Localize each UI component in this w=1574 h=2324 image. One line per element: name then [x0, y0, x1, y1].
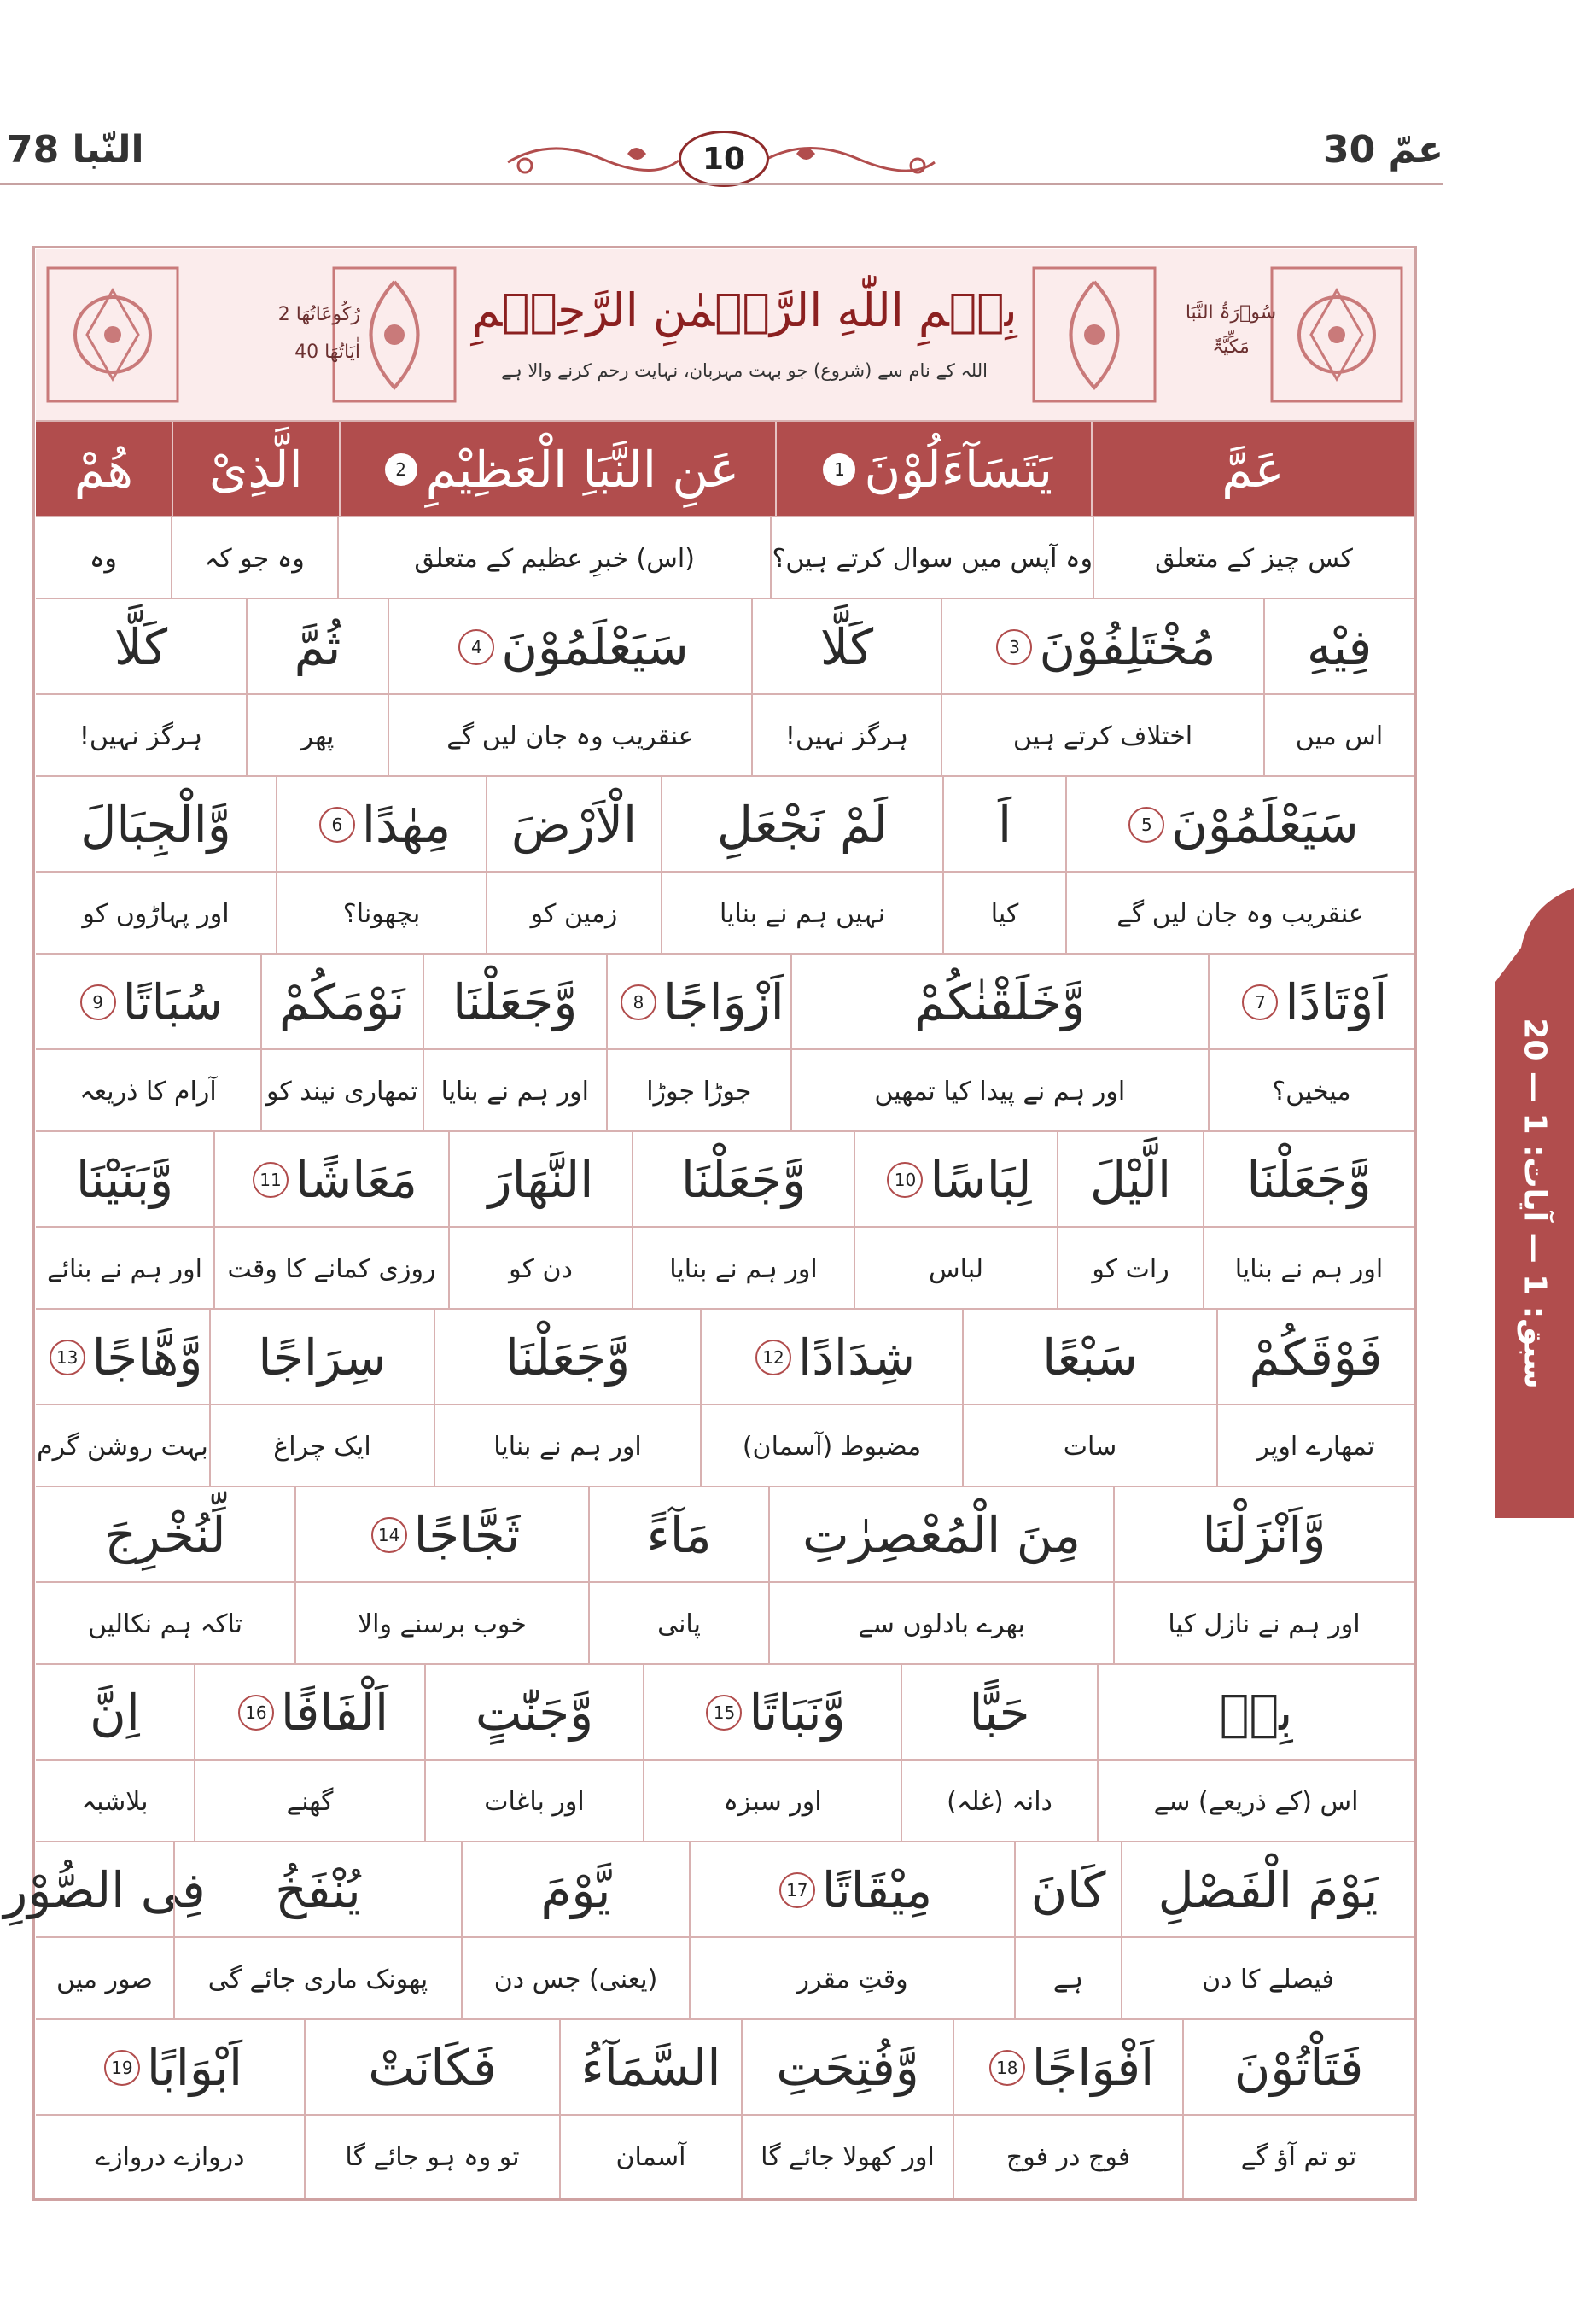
lesson-tab — [1495, 888, 1574, 1518]
arabic-word-cell — [1121, 1842, 1414, 1938]
arabic-word-cell — [461, 1842, 689, 1938]
translation-cell: اور سبزہ — [643, 1761, 901, 1842]
arabic-word-cell — [423, 955, 606, 1050]
translation-row — [36, 1936, 1414, 2020]
arabic-word-cell — [173, 1842, 461, 1938]
ayah-number-badge: 11 — [253, 1162, 289, 1198]
arabic-word: اَوْتَادًا — [1285, 973, 1388, 1031]
translation-cell: بچھونا؟ — [276, 873, 486, 955]
arabic-word: فِيْهِ — [1306, 618, 1373, 676]
ayah-number-badge: 4 — [458, 629, 494, 665]
translation-cell: میخیں؟ — [1208, 1050, 1414, 1132]
arabic-word: سَبْعًا — [1042, 1328, 1138, 1387]
arabic-row — [36, 953, 1414, 1050]
arabic-word-cell — [1182, 2020, 1414, 2116]
arabic-word: مِهٰدًا — [361, 796, 452, 854]
arabic-word-cell — [36, 422, 172, 517]
arabic-word-cell — [276, 777, 486, 873]
arabic-row — [36, 1130, 1414, 1228]
translation-cell: روزی کمانے کا وقت — [213, 1228, 448, 1310]
arabic-word: عَنِ النَّبَاِ الْعَظِيْمِ — [425, 441, 740, 499]
arabic-word: ثَجَّاجًا — [413, 1506, 521, 1564]
arabic-word: يَوْمَ الْفَصْلِ — [1157, 1861, 1379, 1919]
translation-cell: ہے — [1014, 1938, 1121, 2020]
translation-cell: وہ جو کہ — [171, 517, 337, 599]
arabic-word-cell — [751, 599, 941, 695]
arabic-word: وَّخَلَقْنٰكُمْ — [914, 973, 1086, 1031]
arabic-word: مِيْقَاتًا — [821, 1861, 933, 1919]
ayah-number-badge: 5 — [1128, 807, 1164, 843]
ayah-number-badge: 15 — [706, 1695, 742, 1731]
translation-row — [36, 1404, 1414, 1487]
arabic-word: حَبًّا — [969, 1684, 1030, 1742]
translation-cell: ہرگز نہیں! — [79, 721, 203, 751]
arabic-word-cell — [36, 1132, 213, 1228]
arabic-word: فَتَاْتُوْنَ — [1233, 2039, 1364, 2097]
ayah-number-badge: 16 — [238, 1695, 274, 1731]
arabic-word-cell — [953, 2020, 1182, 2116]
header-divider — [0, 183, 1443, 185]
translation-cell: اور ہم نے بنایا — [1203, 1228, 1414, 1310]
translation-cell: تاکہ ہم نکالیں — [87, 1609, 243, 1639]
translation-cell: آرام کا ذریعہ — [79, 1076, 217, 1107]
arabic-word-cell — [700, 1310, 962, 1405]
translation-cell: پانی — [588, 1583, 768, 1665]
arabic-word: يَتَسَآءَلُوْنَ — [864, 441, 1053, 499]
translation-cell: دانہ (غلہ) — [901, 1761, 1097, 1842]
arabic-word-cell — [1065, 777, 1414, 873]
arabic-word: سَيَعْلَمُوْنَ — [501, 618, 689, 676]
translation-cell: کس چیز کے متعلق — [1093, 517, 1414, 599]
arabic-word: النَّهَارَ — [487, 1151, 594, 1209]
arabic-row — [36, 775, 1414, 873]
translation-cell: ایک چراغ — [209, 1405, 434, 1487]
arabic-word: اَبْوَابًا — [146, 2039, 243, 2097]
bismillah-text: بِسۡمِ اللّٰهِ الرَّحۡمٰنِ الرَّحِیۡمِ — [471, 283, 1017, 337]
arabic-word: اَزْوَاجًا — [662, 973, 784, 1031]
translation-cell: اور ہم نے بنایا — [434, 1405, 700, 1487]
arabic-word: الْاَرْضَ — [510, 796, 638, 854]
translation-cell: اور باغات — [424, 1761, 643, 1842]
translation-cell: گھنے — [194, 1761, 424, 1842]
translation-row — [36, 516, 1414, 599]
arabic-word-cell — [424, 1665, 643, 1761]
translation-cell: جوڑا جوڑا — [606, 1050, 790, 1132]
bismillah-banner — [36, 249, 1414, 423]
arabic-word-cell — [194, 1665, 424, 1761]
arabic-word: مِنَ الْمُعْصِرٰتِ — [802, 1506, 1081, 1564]
arabic-word-cell — [36, 1487, 294, 1583]
ayah-number-badge: 9 — [80, 984, 116, 1020]
arabic-word: اَلْفَافًا — [280, 1684, 389, 1742]
arabic-word-cell — [1208, 955, 1414, 1050]
surah-label — [1175, 296, 1286, 365]
ayah-number-badge: 19 — [104, 2050, 140, 2086]
translation-cell: آسمان — [559, 2116, 741, 2198]
translation-row — [36, 1048, 1414, 1132]
arabic-word: سِرَاجًا — [258, 1328, 387, 1387]
translation-cell: عنقریب وہ جان لیں گے — [388, 695, 751, 777]
translation-row — [36, 1759, 1414, 1842]
surah-type: مَکِّیَّۃٌ — [1212, 336, 1250, 358]
ayah-number-badge: 17 — [779, 1872, 815, 1908]
arabic-word-cell — [606, 955, 790, 1050]
ayah-number-badge: 10 — [887, 1162, 923, 1198]
arabic-word-cell — [1091, 422, 1414, 517]
arabic-word: ثُمَّ — [294, 618, 341, 676]
arabic-word-cell — [1113, 1487, 1414, 1583]
translation-cell: ہرگز نہیں! — [751, 695, 941, 777]
arabic-word: يُنْفَخُ — [275, 1861, 361, 1919]
arabic-word-cell — [209, 1310, 434, 1405]
arabic-word: وَّبَنَيْنَا — [75, 1151, 174, 1209]
arabic-word-cell — [1263, 599, 1414, 695]
arabic-word: وَّاَنْزَلْنَا — [1202, 1506, 1326, 1564]
arabic-word: وَّجَعَلْنَا — [504, 1328, 631, 1387]
arabic-word: فَكَانَتْ — [368, 2039, 497, 2097]
translation-cell: دروازے دروازے — [95, 2141, 245, 2172]
translation-cell: پھر — [246, 695, 388, 777]
translation-cell: صور میں — [56, 1964, 153, 1994]
arabic-word: مَآءً — [646, 1506, 712, 1564]
translation-cell: بھرے بادلوں سے — [768, 1583, 1113, 1665]
arabic-row — [36, 420, 1414, 517]
ornament-left-icon — [44, 265, 181, 405]
arabic-word-cell — [448, 1132, 632, 1228]
translation-cell: (اس) خبرِ عظیم کے متعلق — [337, 517, 771, 599]
arabic-word-cell — [1014, 1842, 1121, 1938]
arabic-word: فِى الصُّوْرِ — [3, 1861, 206, 1919]
translation-cell: وہ — [89, 543, 117, 574]
arabic-word: وَّهَّاجًا — [91, 1328, 203, 1387]
arabic-word: كَلَّا — [819, 618, 874, 676]
arabic-word: هُمْ — [73, 441, 133, 499]
arabic-word-cell — [632, 1132, 854, 1228]
arabic-word: وَّجَعَلْنَا — [680, 1151, 807, 1209]
arabic-word-cell — [559, 2020, 741, 2116]
arabic-word: الَّيْلَ — [1089, 1151, 1172, 1209]
translation-cell: نہیں ہم نے بنایا — [661, 873, 942, 955]
arabic-row — [36, 1486, 1414, 1583]
arabic-word: كَلَّا — [114, 618, 168, 676]
arabic-word-cell — [741, 2020, 953, 2116]
ornament-center-right-icon — [1030, 265, 1158, 405]
arabic-word-cell — [486, 777, 661, 873]
lesson-tab-label: سبق: 1 — آیات: 1 — 20 — [1517, 1017, 1553, 1389]
translation-cell: فوج در فوج — [953, 2116, 1182, 2198]
arabic-word: بِهٖ — [1219, 1684, 1293, 1742]
translation-cell: بلاشبہ — [81, 1786, 149, 1817]
arabic-word: الَّذِىْ — [209, 441, 303, 499]
translation-row — [36, 2114, 1414, 2198]
bismillah-translation: اللہ کے نام سے (شروع) جو بہت مہربان، نہایت رحم کرنے والا ہے — [501, 360, 988, 381]
ayah-number-badge: 14 — [371, 1517, 407, 1553]
ayah-number-badge: 2 — [383, 452, 419, 488]
arabic-word: شِدَادًا — [797, 1328, 916, 1387]
translation-cell: اور ہم نے بنایا — [632, 1228, 854, 1310]
arabic-word-cell — [36, 777, 276, 873]
arabic-word-cell — [775, 422, 1091, 517]
surah-title-left: النّبا 78 — [7, 128, 144, 172]
ayah-number-badge: 18 — [989, 2050, 1025, 2086]
arabic-word-cell — [36, 1665, 194, 1761]
translation-cell: وہ آپس میں سوال کرتے ہیں؟ — [770, 517, 1093, 599]
translation-cell: تمھاری نیند کو — [260, 1050, 423, 1132]
surah-counts — [198, 296, 360, 371]
arabic-word-cell — [854, 1132, 1057, 1228]
translation-cell: رات کو — [1057, 1228, 1203, 1310]
juz-title-right: عمّ 30 — [1323, 128, 1444, 172]
arabic-row — [3, 1841, 1414, 1938]
arabic-word: السَّمَآءُ — [580, 2039, 721, 2097]
arabic-word: وَّجَعَلْنَا — [1246, 1151, 1372, 1209]
arabic-word-cell — [588, 1487, 768, 1583]
arabic-word-cell — [942, 777, 1065, 873]
arabic-word-cell — [388, 599, 751, 695]
arabic-word-cell — [1216, 1310, 1414, 1405]
translation-cell: بہت روشن گرم — [37, 1431, 208, 1462]
arabic-word-cell — [1203, 1132, 1414, 1228]
translation-cell: سات — [962, 1405, 1216, 1487]
arabic-word-cell — [901, 1665, 1097, 1761]
ayah-number-badge: 6 — [319, 807, 355, 843]
translation-row — [36, 1581, 1414, 1665]
translation-cell: اور کھولا جائے گا — [741, 2116, 953, 2198]
ayah-number-badge: 8 — [621, 984, 656, 1020]
arabic-word: عَمَّ — [1221, 441, 1285, 499]
translation-cell: تو وہ ہو جائے گا — [304, 2116, 559, 2198]
translation-cell: فیصلے کا دن — [1121, 1938, 1414, 2020]
arabic-word-cell — [339, 422, 775, 517]
arabic-word: وَّنَبَاتًا — [749, 1684, 846, 1742]
page-number: 10 — [679, 131, 769, 187]
arabic-word-cell — [434, 1310, 700, 1405]
arabic-word-cell — [36, 1310, 209, 1405]
ayah-number-badge: 7 — [1242, 984, 1278, 1020]
translation-cell: تو تم آؤ گے — [1182, 2116, 1414, 2198]
arabic-word: سُبَاتًا — [122, 973, 224, 1031]
translation-cell: اور ہم نے نازل کیا — [1113, 1583, 1414, 1665]
translation-cell: اس میں — [1263, 695, 1414, 777]
arabic-row — [36, 1663, 1414, 1761]
arabic-word-cell — [1057, 1132, 1203, 1228]
arabic-row — [36, 598, 1414, 695]
arabic-word: اَ — [997, 796, 1012, 854]
arabic-word-cell — [3, 1842, 206, 1938]
translation-cell: اور ہم نے پیدا کیا تمھیں — [790, 1050, 1208, 1132]
ayah-number-badge: 13 — [50, 1340, 85, 1375]
arabic-word-cell — [172, 422, 339, 517]
arabic-word: وَّفُتِحَتِ — [776, 2039, 919, 2097]
arabic-word: وَّجَنّٰتٍ — [475, 1684, 594, 1742]
translation-cell: اس (کے ذریعے) سے — [1097, 1761, 1414, 1842]
arabic-word: وَّالْجِبَالَ — [80, 796, 231, 854]
translation-cell: وقتِ مقرر — [689, 1938, 1014, 2020]
ornament-right-icon — [1268, 265, 1405, 405]
arabic-row — [36, 1308, 1414, 1405]
ayah-number-badge: 12 — [755, 1340, 791, 1375]
arabic-word: مُخْتَلِفُوْنَ — [1039, 618, 1216, 676]
translation-cell: (یعنی) جس دن — [461, 1938, 689, 2020]
arabic-word: لِبَاسًا — [930, 1151, 1032, 1209]
arabic-word: اَفْوَاجًا — [1031, 2039, 1155, 2097]
arabic-word-cell — [36, 2020, 304, 2116]
arabic-word-cell — [661, 777, 942, 873]
arabic-word-cell — [643, 1665, 901, 1761]
arabic-word-cell — [294, 1487, 588, 1583]
arabic-word-cell — [941, 599, 1263, 695]
translation-row — [36, 693, 1414, 777]
translation-row — [36, 1226, 1414, 1310]
arabic-word: يَّوْمَ — [540, 1861, 611, 1919]
arabic-word-cell — [213, 1132, 448, 1228]
ayah-number-badge: 1 — [821, 452, 857, 488]
arabic-word-cell — [962, 1310, 1216, 1405]
surah-name: سُوۡرَۃُ النَّبَا — [1185, 302, 1277, 324]
rukus-count: رُكُوعَاتُهَا 2 — [277, 304, 360, 325]
arabic-word: اِنَّ — [90, 1684, 140, 1742]
translation-cell: لباس — [854, 1228, 1057, 1310]
translation-cell: خوب برسنے والا — [294, 1583, 588, 1665]
translation-cell: کیا — [942, 873, 1065, 955]
translation-cell: مضبوط (آسمان) — [700, 1405, 962, 1487]
arabic-word-cell — [1097, 1665, 1414, 1761]
translation-cell: اختلاف کرتے ہیں — [941, 695, 1263, 777]
arabic-word: كَانَ — [1030, 1861, 1106, 1919]
arabic-word-cell — [36, 955, 260, 1050]
arabic-word: وَّجَعَلْنَا — [452, 973, 578, 1031]
translation-cell: دن کو — [448, 1228, 632, 1310]
arabic-word-cell — [260, 955, 423, 1050]
arabic-row — [36, 2018, 1414, 2116]
arabic-word-cell — [246, 599, 388, 695]
ayat-count: اٰيَاتُهَا 40 — [294, 342, 360, 363]
arabic-word: لَمْ نَجْعَلِ — [716, 796, 889, 854]
arabic-word-cell — [790, 955, 1208, 1050]
arabic-word: فَوْقَكُمْ — [1249, 1328, 1383, 1387]
translation-cell: پھونک ماری جائے گی — [173, 1938, 461, 2020]
translation-cell: زمین کو — [486, 873, 661, 955]
translation-cell: اور ہم نے بنائے — [47, 1253, 202, 1284]
translation-cell: اور ہم نے بنایا — [423, 1050, 606, 1132]
arabic-word: مَعَاشًا — [295, 1151, 417, 1209]
arabic-word-cell — [36, 599, 246, 695]
arabic-word: سَيَعْلَمُوْنَ — [1171, 796, 1359, 854]
arabic-word-cell — [304, 2020, 559, 2116]
translation-row — [36, 871, 1414, 955]
ayah-number-badge: 3 — [996, 629, 1032, 665]
translation-cell: عنقریب وہ جان لیں گے — [1065, 873, 1414, 955]
arabic-word: لِّنُخْرِجَ — [104, 1506, 226, 1564]
translation-cell: تمھارے اوپر — [1216, 1405, 1414, 1487]
arabic-word-cell — [689, 1842, 1014, 1938]
arabic-word-cell — [768, 1487, 1113, 1583]
arabic-word: نَوْمَكُمْ — [278, 973, 405, 1031]
translation-cell: اور پہاڑوں کو — [82, 898, 230, 929]
